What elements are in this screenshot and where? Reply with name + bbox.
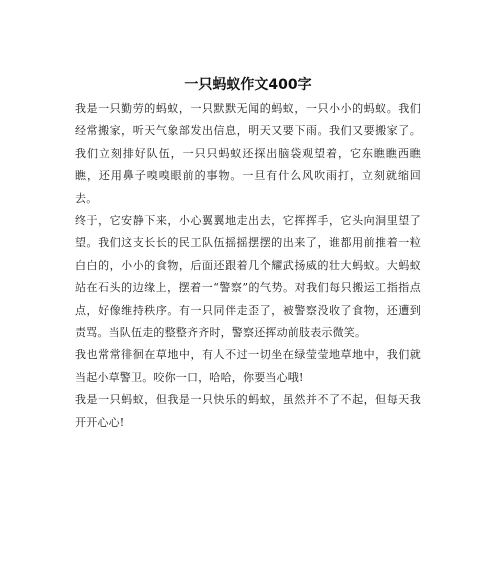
document-body [75, 98, 421, 434]
paragraph-2: 终于，它安静下来，小心翼翼地走出去，它挥挥手，它头向洞里望了望。我们这支长长的民工队伍摇摇摆摆的出来了，谁都用前推着一粒白白的，小小的食物，后面还跟着几个耀武扬威的壮大蚂蚁。大蚂蚁站在石头的边缘上，摆着一“警察”的气势。对我们每只搬运工指指点点，好像维持秩序。有一只同伴走歪了，被警察没收了食物，还遭到责骂。当队伍走的整整齐齐时，警察还挥动前肢表示微笑。 [75, 214, 421, 340]
paragraph-4: 我是一只蚂蚁，但我是一只快乐的蚂蚁，虽然并不了不起，但每天我开开心心! [75, 393, 421, 429]
paragraph-3: 我也常常徘徊在草地中，有人不过一切坐在绿莹莹地草地中，我们就当起小草警卫。咬你一口，哈哈，你要当心哦! [75, 348, 421, 384]
paragraph-1: 我是一只勤劳的蚂蚁，一只默默无闻的蚂蚁，一只小小的蚂蚁。我们经常搬家，听天气象部发出信息，明天又要下雨。我们又要搬家了。我们立刻排好队伍，一只只蚂蚁还探出脑袋观望着，它东瞧瞧西瞧瞧，还用鼻子嗅嗅眼前的事物。一旦有什么风吹雨打，立刻就缩回去。 [75, 102, 421, 205]
document-title: 一只蚂蚁作文400字 [184, 77, 312, 93]
